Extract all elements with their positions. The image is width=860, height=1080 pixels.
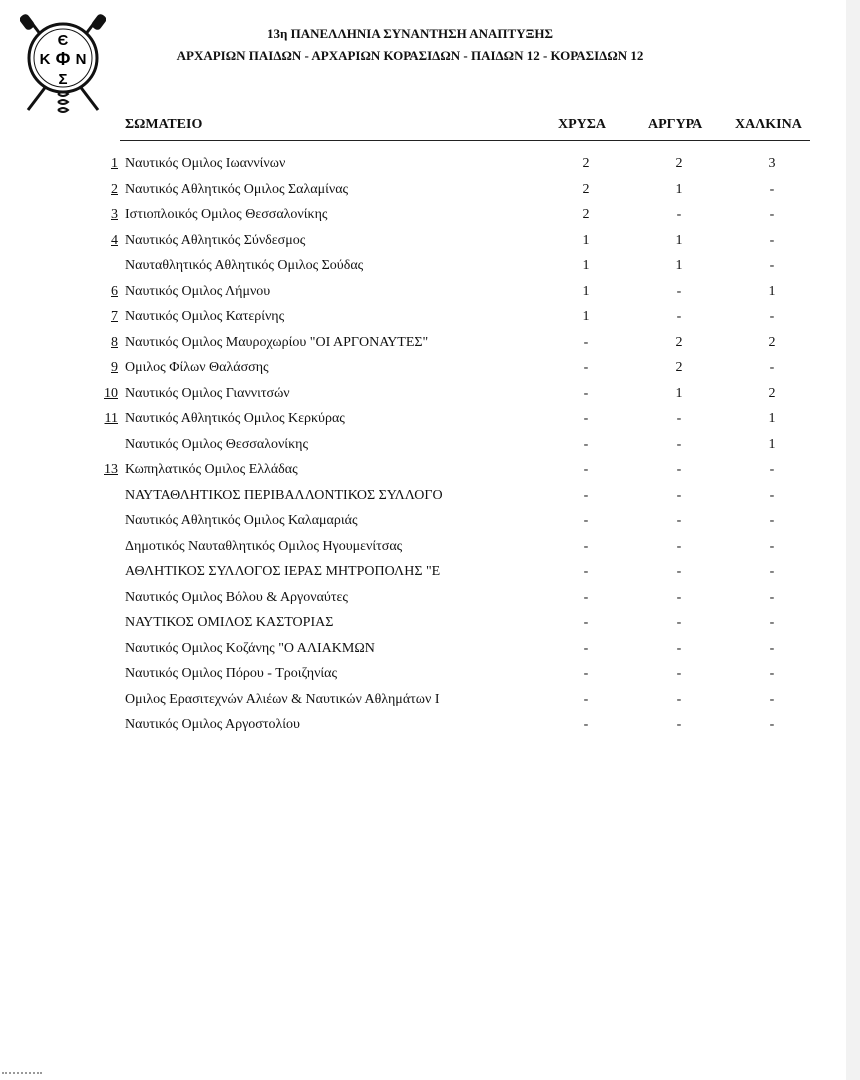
club-name-cell: Ναυτικός Ομιλος Μαυροχωρίου "ΟΙ ΑΡΓΟΝΑΥΤΕΣ" [125, 334, 429, 350]
club-name-cell: Ναυτικός Αθλητικός Ομιλος Σαλαμίνας [125, 181, 349, 197]
title-line-1: 13η ΠΑΝΕΛΛΗΝΙΑ ΣΥΝΑΝΤΗΣΗ ΑΝΑΠΤΥΞΗΣ [266, 26, 554, 41]
silver-count-cell: - [676, 309, 682, 324]
bronze-count-cell: - [769, 232, 775, 248]
bronze-count-cell: - [769, 666, 775, 681]
table-row [0, 661, 846, 687]
silver-count-cell: - [676, 283, 682, 299]
club-name-cell: Κωπηλατικός Ομιλος Ελλάδας [125, 462, 298, 477]
gold-count-cell: - [583, 538, 589, 554]
bronze-count-cell: - [769, 360, 775, 375]
bronze-count-cell: 2 [768, 334, 776, 350]
column-header-club: ΣΩΜΑΤΕΙΟ [125, 117, 203, 132]
silver-count-cell: 1 [675, 385, 683, 401]
logo-letter-left: Κ [39, 51, 51, 68]
bronze-count-cell: - [769, 589, 775, 605]
logo-letter-center: Φ [55, 49, 71, 69]
gold-count-cell: 2 [582, 181, 590, 197]
bronze-count-cell: - [769, 691, 775, 707]
gold-count-cell: - [583, 360, 589, 375]
bronze-count-cell: - [769, 640, 775, 656]
rank-cell: 9 [111, 360, 118, 375]
gold-count-cell: - [583, 385, 589, 401]
bronze-count-cell: 1 [768, 411, 776, 426]
silver-count-cell: - [676, 589, 682, 605]
club-name-cell: Ναυτικός Ομιλος Ιωαννίνων [125, 156, 286, 171]
header-rule [120, 140, 810, 141]
silver-count-cell: 1 [675, 232, 683, 248]
column-header-gold: ΧΡΥΣΑ [558, 117, 607, 132]
table-row [0, 177, 846, 203]
table-row [0, 202, 846, 228]
club-name-cell: Ναυτικός Ομιλος Θεσσαλονίκης [125, 436, 308, 452]
table-row [0, 304, 846, 330]
gold-count-cell: - [583, 640, 589, 656]
rank-cell: 10 [104, 385, 118, 401]
table-row [0, 636, 846, 662]
gold-count-cell: - [583, 691, 589, 707]
silver-count-cell: - [676, 666, 682, 681]
silver-count-cell: - [676, 538, 682, 554]
bronze-count-cell: - [769, 564, 775, 579]
table-row [0, 712, 846, 738]
table-row [0, 432, 846, 458]
bronze-count-cell: - [769, 258, 775, 273]
gold-count-cell: - [583, 513, 589, 528]
bronze-count-cell: - [769, 513, 775, 528]
gold-count-cell: - [583, 411, 589, 426]
gold-count-cell: 1 [582, 309, 590, 324]
gold-count-cell: - [583, 564, 589, 579]
club-name-cell: Ναυτικός Αθλητικός Ομιλος Καλαμαριάς [125, 513, 358, 528]
club-name-cell: Ιστιοπλοικός Ομιλος Θεσσαλονίκης [125, 207, 328, 222]
club-name-cell: Ναυτικός Ομιλος Κατερίνης [125, 309, 285, 324]
table-row [0, 610, 846, 636]
table-row [0, 483, 846, 509]
silver-count-cell: - [676, 436, 682, 452]
rank-cell: 3 [111, 207, 118, 222]
table-row [0, 508, 846, 534]
silver-count-cell: - [676, 513, 682, 528]
bronze-count-cell: - [769, 181, 775, 197]
gold-count-cell: - [583, 666, 589, 681]
bronze-count-cell: - [769, 462, 775, 477]
gold-count-cell: - [583, 462, 589, 477]
gold-count-cell: - [583, 436, 589, 452]
table-row [0, 687, 846, 713]
rank-cell: 1 [111, 156, 118, 171]
club-name-cell: Ομιλος Ερασιτεχνών Αλιέων & Ναυτικών Αθλημάτων Ι [125, 691, 440, 707]
bronze-count-cell: - [769, 207, 775, 222]
silver-count-cell: - [676, 411, 682, 426]
column-header-bronze: ΧΑΛΚΙΝΑ [735, 117, 802, 132]
table-row [0, 534, 846, 560]
silver-count-cell: - [676, 640, 682, 656]
gold-count-cell: 2 [582, 207, 590, 222]
silver-count-cell: 1 [675, 258, 683, 273]
gold-count-cell: - [583, 615, 589, 630]
table-row [0, 355, 846, 381]
gold-count-cell: 1 [582, 232, 590, 248]
bronze-count-cell: 1 [768, 436, 776, 452]
table-row [0, 406, 846, 432]
logo-letter-right: Ν [75, 51, 87, 68]
silver-count-cell: 2 [675, 334, 683, 350]
bronze-count-cell: 1 [768, 283, 776, 299]
silver-count-cell: 2 [675, 156, 683, 171]
table-row [0, 585, 846, 611]
silver-count-cell: 2 [675, 360, 683, 375]
bronze-count-cell: - [769, 538, 775, 554]
bronze-count-cell: - [769, 717, 775, 732]
silver-count-cell: - [676, 487, 682, 503]
silver-count-cell: - [676, 717, 682, 732]
table-row [0, 381, 846, 407]
gold-count-cell: - [583, 487, 589, 503]
bronze-count-cell: - [769, 487, 775, 503]
gold-count-cell: - [583, 589, 589, 605]
title-line-2: ΑΡΧΑΡΙΩΝ ΠΑΙΔΩΝ - ΑΡΧΑΡΙΩΝ ΚΟΡΑΣΙΔΩΝ - ΠΑΙΔΩΝ 12 - ΚΟΡΑΣΙΔΩΝ 12 [176, 48, 644, 63]
club-name-cell: ΝΑΥΤΙΚΟΣ ΟΜΙΛΟΣ ΚΑΣΤΟΡΙΑΣ [125, 615, 334, 630]
silver-count-cell: - [676, 615, 682, 630]
page-corner-mark [2, 1072, 42, 1078]
gold-count-cell: 1 [582, 283, 590, 299]
document-header [110, 24, 710, 68]
club-name-cell: Ναυταθλητικός Αθλητικός Ομιλος Σούδας [125, 258, 364, 273]
bronze-count-cell: - [769, 615, 775, 630]
table-row [0, 330, 846, 356]
club-name-cell: Ναυτικός Ομιλος Λήμνου [125, 283, 271, 299]
rank-cell: 11 [104, 411, 118, 426]
bronze-count-cell: 2 [768, 385, 776, 401]
club-name-cell: Ναυτικός Ομιλος Αργοστολίου [125, 717, 300, 732]
club-name-cell: Ναυτικός Αθλητικός Σύνδεσμος [125, 232, 306, 248]
table-row [0, 457, 846, 483]
club-name-cell: ΑΘΛΗΤΙΚΟΣ ΣΥΛΛΟΓΟΣ ΙΕΡΑΣ ΜΗΤΡΟΠΟΛΗΣ "Ε [125, 564, 441, 579]
silver-count-cell: 1 [675, 181, 683, 197]
medal-table-body [0, 151, 846, 738]
club-name-cell: Ναυτικός Αθλητικός Ομιλος Κερκύρας [125, 411, 345, 426]
silver-count-cell: - [676, 564, 682, 579]
column-header-silver: ΑΡΓΥΡΑ [648, 117, 703, 132]
gold-count-cell: 1 [582, 258, 590, 273]
club-name-cell: Ναυτικός Ομιλος Πόρου - Τροιζηνίας [125, 666, 338, 681]
club-name-cell: Ομιλος Φίλων Θαλάσσης [125, 360, 269, 375]
silver-count-cell: - [676, 207, 682, 222]
gold-count-cell: 2 [582, 156, 590, 171]
table-row [0, 228, 846, 254]
club-name-cell: Ναυτικός Ομιλος Κοζάνης "Ο ΑΛΙΑΚΜΩΝ [125, 640, 375, 656]
gold-count-cell: - [583, 717, 589, 732]
table-row [0, 253, 846, 279]
logo-letter-top: Є [57, 32, 69, 49]
rank-cell: 7 [111, 309, 118, 324]
federation-logo [20, 14, 106, 118]
club-name-cell: Δημοτικός Ναυταθλητικός Ομιλος Ηγουμενίτσας [125, 538, 403, 554]
club-name-cell: Ναυτικός Ομιλος Βόλου & Αργοναύτες [125, 589, 348, 605]
rank-cell: 8 [111, 334, 118, 350]
silver-count-cell: - [676, 691, 682, 707]
rank-cell: 13 [104, 462, 118, 477]
gold-count-cell: - [583, 334, 589, 350]
bronze-count-cell: 3 [768, 156, 776, 171]
rank-cell: 2 [111, 181, 118, 197]
club-name-cell: Ναυτικός Ομιλος Γιαννιτσών [125, 385, 290, 401]
rank-cell: 4 [111, 232, 118, 248]
silver-count-cell: - [676, 462, 682, 477]
club-name-cell: ΝΑΥΤΑΘΛΗΤΙΚΟΣ ΠΕΡΙΒΑΛΛΟΝΤΙΚΟΣ ΣΥΛΛΟΓΟ [125, 487, 443, 503]
table-row [0, 559, 846, 585]
table-row [0, 151, 846, 177]
logo-letter-bottom: Σ [58, 71, 68, 88]
bronze-count-cell: - [769, 309, 775, 324]
table-row [0, 279, 846, 305]
rank-cell: 6 [111, 283, 118, 299]
